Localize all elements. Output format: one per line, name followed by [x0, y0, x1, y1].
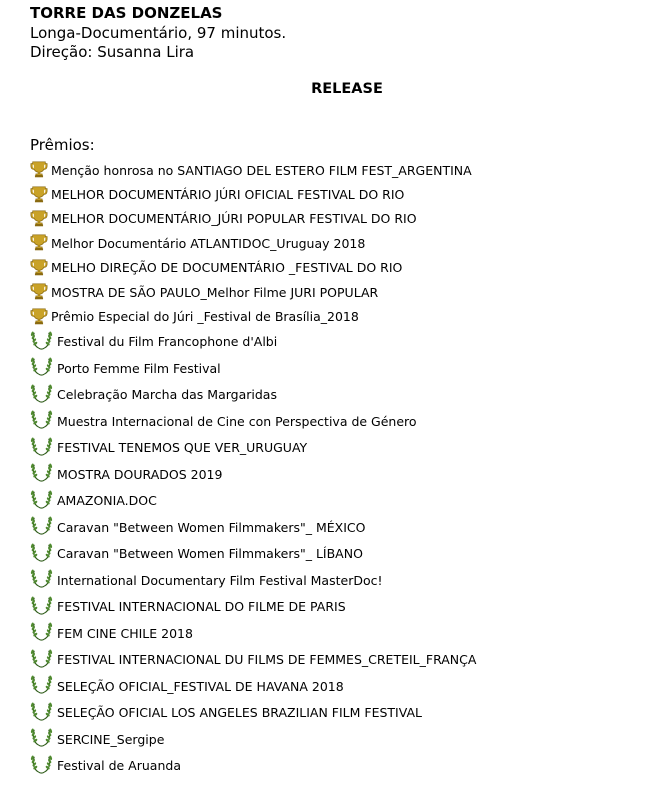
laurel-icon — [30, 727, 53, 747]
award-label: MELHOR DOCUMENTÁRIO_JÚRI POPULAR FESTIVAL DO RIO — [51, 211, 417, 227]
laurel-icon — [30, 648, 53, 668]
award-label: SELEÇÃO OFICIAL LOS ANGELES BRAZILIAN FILM FESTIVAL — [57, 705, 422, 721]
trophy-icon — [30, 307, 48, 325]
award-label: FESTIVAL INTERNACIONAL DO FILME DE PARIS — [57, 599, 346, 615]
award-item — [30, 567, 476, 594]
laurel-icon — [30, 383, 53, 403]
trophy-icon — [30, 233, 48, 251]
laurel-icon — [30, 674, 53, 694]
trophy-icon — [30, 160, 48, 178]
award-item — [30, 541, 476, 568]
award-label: FEM CINE CHILE 2018 — [57, 625, 193, 641]
award-item — [30, 182, 476, 206]
award-item — [30, 231, 476, 255]
trophy-icon — [30, 185, 48, 203]
award-item — [30, 726, 476, 753]
award-item — [30, 461, 476, 488]
laurel-icon — [30, 356, 53, 376]
laurel-icon — [30, 462, 53, 482]
award-label: Festival de Aruanda — [57, 758, 181, 774]
trophy-icon — [30, 209, 48, 227]
release-heading: RELEASE — [311, 81, 383, 97]
award-label: Muestra Internacional de Cine con Perspectiva de Género — [57, 413, 417, 429]
film-subtitle: Longa-Documentário, 97 minutos. — [30, 23, 287, 42]
award-label: International Documentary Film Festival MasterDoc! — [57, 572, 383, 588]
award-item — [30, 435, 476, 462]
award-item — [30, 256, 476, 280]
award-item — [30, 408, 476, 435]
laurel-icon — [30, 515, 53, 535]
award-item — [30, 158, 476, 182]
laurel-icon — [30, 542, 53, 562]
award-item — [30, 620, 476, 647]
laurel-icon — [30, 436, 53, 456]
laurel-icon — [30, 568, 53, 588]
award-item — [30, 514, 476, 541]
award-label: Caravan "Between Women Filmmakers"_ MÉXICO — [57, 519, 366, 535]
award-label: Melhor Documentário ATLANTIDOC_Uruguay 2018 — [51, 235, 366, 251]
award-item — [30, 329, 476, 356]
award-item — [30, 753, 476, 780]
award-label: FESTIVAL TENEMOS QUE VER_URUGUAY — [57, 440, 308, 456]
award-item — [30, 280, 476, 304]
award-label: Celebração Marcha das Margaridas — [57, 387, 277, 403]
film-title: TORRE DAS DONZELAS — [30, 4, 223, 22]
award-label: Festival du Film Francophone d'Albi — [57, 334, 278, 350]
film-director: Direção: Susanna Lira — [30, 43, 195, 61]
document-header — [30, 4, 286, 63]
laurel-icon — [30, 489, 53, 509]
trophy-icon — [30, 258, 48, 276]
award-label: SELEÇÃO OFICIAL_FESTIVAL DE HAVANA 2018 — [57, 678, 344, 694]
laurel-icon — [30, 701, 53, 721]
award-item — [30, 594, 476, 621]
premios-label: Prêmios: — [30, 136, 95, 154]
award-label: Porto Femme Film Festival — [57, 360, 221, 376]
award-item — [30, 304, 476, 328]
trophy-icon — [30, 282, 48, 300]
laurel-icon — [30, 754, 53, 774]
award-label: Prêmio Especial do Júri _Festival de Brasília_2018 — [51, 309, 359, 325]
award-label: MELHO DIREÇÃO DE DOCUMENTÁRIO _FESTIVAL DO RIO — [51, 260, 403, 276]
award-item — [30, 382, 476, 409]
laurel-icon — [30, 409, 53, 429]
award-item — [30, 700, 476, 727]
award-label: Menção honrosa no SANTIAGO DEL ESTERO FILM FEST_ARGENTINA — [51, 162, 472, 178]
awards-list — [30, 158, 476, 779]
award-item — [30, 355, 476, 382]
award-label: SERCINE_Sergipe — [57, 731, 165, 747]
award-label: MELHOR DOCUMENTÁRIO JÚRI OFICIAL FESTIVAL DO RIO — [51, 187, 405, 203]
award-label: MOSTRA DE SÃO PAULO_Melhor Filme JURI POPULAR — [51, 284, 379, 300]
award-item — [30, 207, 476, 231]
award-item — [30, 647, 476, 674]
award-label: AMAZONIA.DOC — [57, 493, 157, 509]
award-item — [30, 673, 476, 700]
award-item — [30, 488, 476, 515]
award-label: FESTIVAL INTERNACIONAL DU FILMS DE FEMMES_CRETEIL_FRANÇA — [57, 652, 477, 668]
laurel-icon — [30, 595, 53, 615]
laurel-icon — [30, 621, 53, 641]
award-label: Caravan "Between Women Filmmakers"_ LÍBANO — [57, 546, 363, 562]
laurel-icon — [30, 330, 53, 350]
award-label: MOSTRA DOURADOS 2019 — [57, 466, 223, 482]
